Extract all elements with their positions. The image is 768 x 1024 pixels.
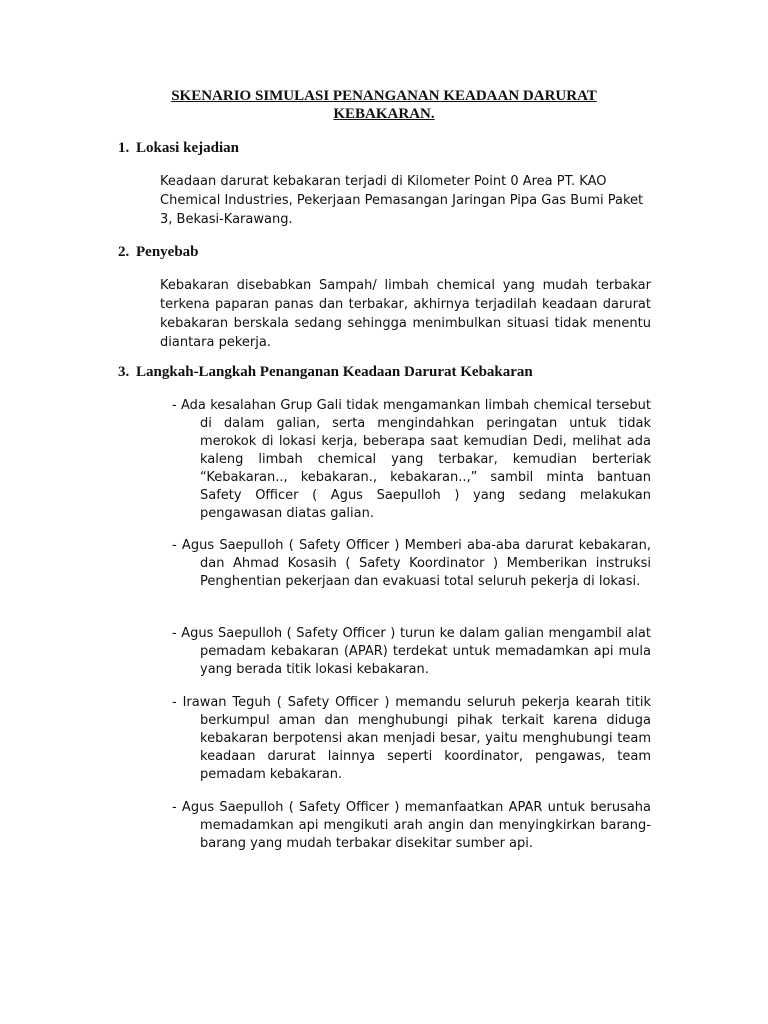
step-item-3: - Agus Saepulloh ( Safety Officer ) turun ke dalam galian mengambil alat pemadam kebakaran (APAR) terdekat untuk memadamkan api mula yang berada titik lokasi kebakaran. [172, 626, 651, 677]
step-item-1: - Ada kesalahan Grup Gali tidak mengamankan limbah chemical tersebut di dalam galian, serta mengindahkan peringatan untuk tidak merokok di lokasi kerja, beberapa saat kemudian Dedi, melihat ada kaleng limbah chemical yang terbakar, kemudian berteriak “Kebakaran.., kebakaran., kebakaran..,” sambil minta bantuan Safety Officer ( Agus Saepulloh ) yang sedang melakukan pengawasan diatas galian. [172, 398, 651, 521]
section-heading-3 [118, 363, 533, 381]
title-line-1: SKENARIO SIMULASI PENANGANAN KEADAAN DARURAT [171, 88, 597, 104]
step-item-5: - Agus Saepulloh ( Safety Officer ) memanfaatkan APAR untuk berusaha memadamkan api mengikuti arah angin dan menyingkirkan barang-barang yang mudah terbakar disekitar sumber api. [172, 800, 651, 851]
section-number: 2. [118, 244, 130, 260]
section-body-1: Keadaan darurat kebakaran terjadi di Kilometer Point 0 Area PT. KAO Chemical Industries, Pekerjaan Pemasangan Jaringan Pipa Gas Bumi Paket 3, Bekasi-Karawang. [160, 174, 644, 227]
section-heading-text: Lokasi kejadian [136, 140, 239, 156]
section-heading-2 [118, 243, 199, 261]
step-item-2: - Agus Saepulloh ( Safety Officer ) Memberi aba-aba darurat kebakaran, dan Ahmad Kosasih ( Safety Koordinator ) Memberikan instruksi Penghentian pekerjaan dan evakuasi total seluruh pekerja di lokasi. [172, 538, 651, 589]
document-title [110, 87, 658, 123]
section-number: 1. [118, 140, 130, 156]
section-heading-text: Penyebab [136, 244, 199, 260]
title-line-2: KEBAKARAN. [333, 106, 435, 122]
step-item-4: - Irawan Teguh ( Safety Officer ) memandu seluruh pekerja kearah titik berkumpul aman dan menghubungi pihak terkait karena diduga kebakaran berpotensi akan menjadi besar, yaitu menghubungi team keadaan darurat lainnya seperti koordinator, pengawas, team pemadam kebakaran. [172, 695, 651, 782]
section-heading-text: Langkah-Langkah Penanganan Keadaan Darurat Kebakaran [136, 364, 533, 380]
section-body-2: Kebakaran disebabkan Sampah/ limbah chemical yang mudah terbakar terkena paparan panas dan terbakar, akhirnya terjadilah keadaan darurat kebakaran berskala sedang sehingga menimbulkan situasi tidak menentu diantara pekerja. [160, 278, 651, 350]
section-number: 3. [118, 364, 130, 380]
section-heading-1 [118, 139, 239, 157]
